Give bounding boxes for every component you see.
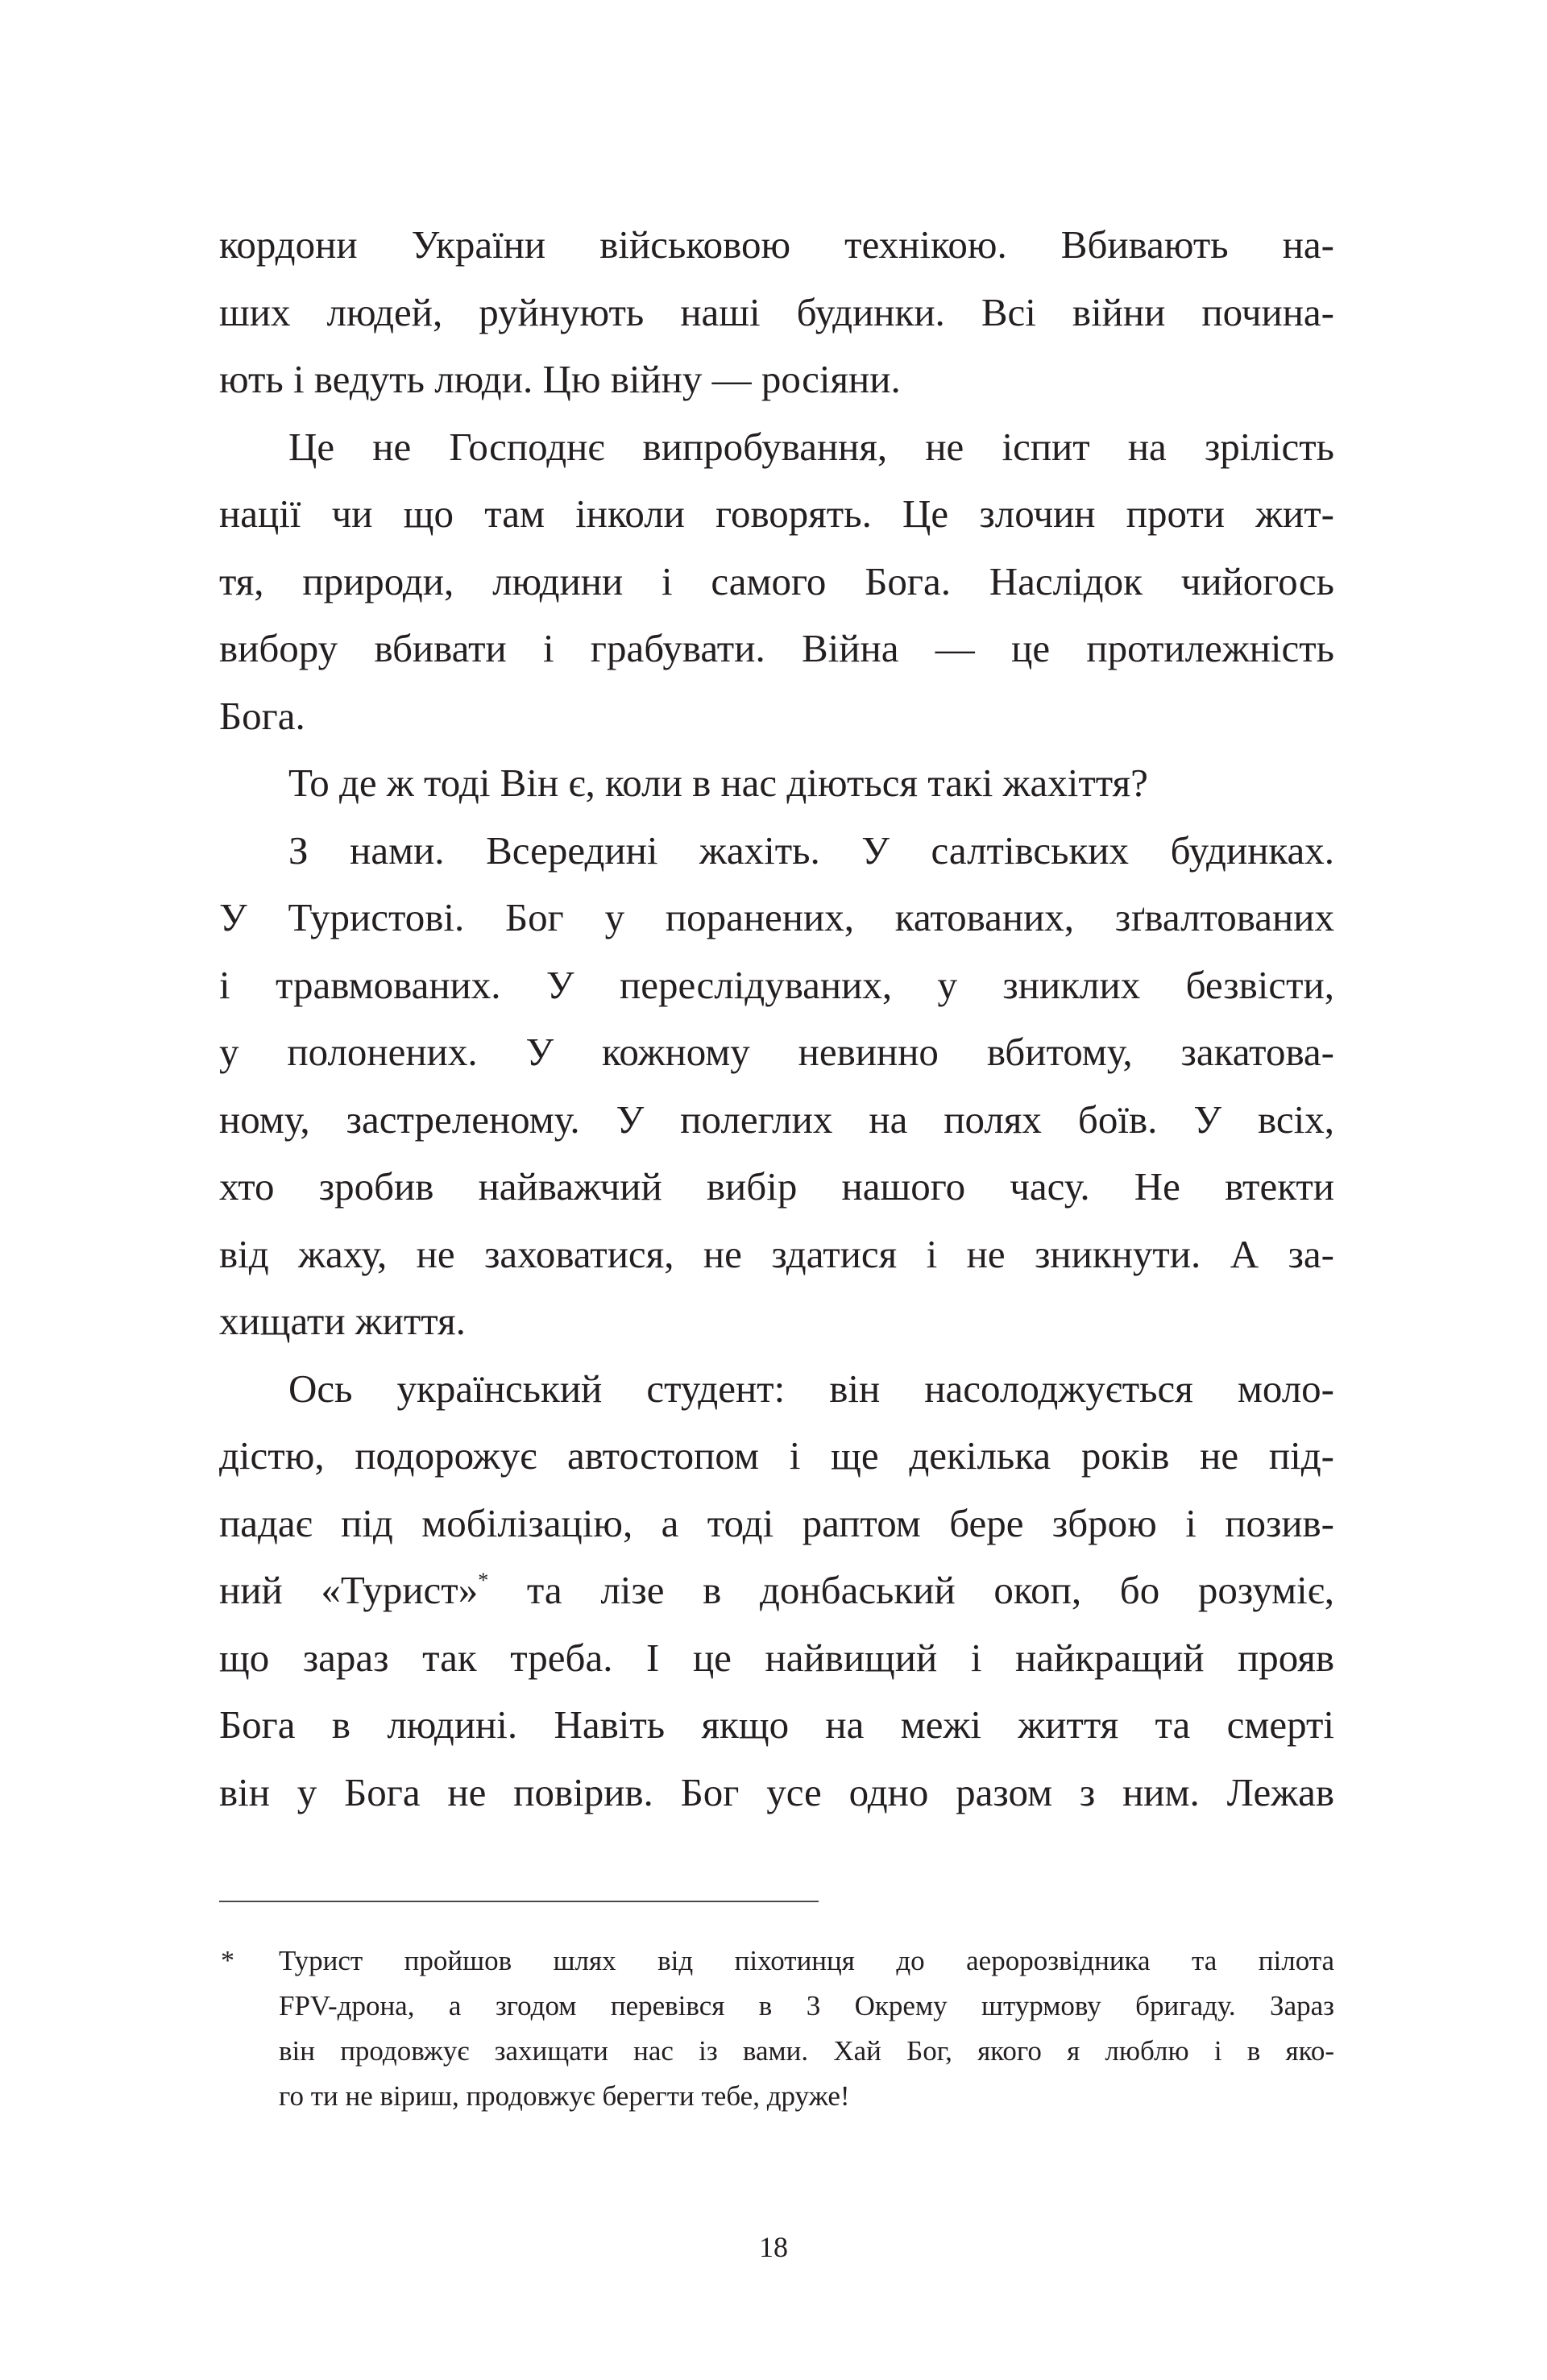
text-line: у полонених. У кожному невинно вбитому, закатова- <box>219 1030 1334 1074</box>
footnote-line: Турист пройшов шлях від піхотинця до аеророзвідника та пілота <box>279 1945 1334 1976</box>
text-line: і травмованих. У переслідуваних, у зниклих безвісти, <box>219 962 1334 1007</box>
text-line: від жаху, не заховатися, не здатися і не зникнути. А за- <box>219 1231 1334 1276</box>
text-line: ших людей, руйнують наші будинки. Всі війни почина- <box>219 289 1334 334</box>
footnote-marker: * <box>221 1946 234 1976</box>
text-line: Ось український студент: він насолоджується моло- <box>288 1366 1334 1411</box>
text-line: Бога в людині. Навіть якщо на межі життя та смерті <box>219 1702 1334 1747</box>
text-segment: ний «Турист» <box>219 1568 479 1612</box>
text-line: Це не Господнє випробування, не іспит на зрілість <box>288 424 1334 469</box>
page-number: 18 <box>759 2231 788 2263</box>
footnote <box>219 1938 1334 2119</box>
text-line: У Туристові. Бог у поранених, катованих, зґвалтованих <box>219 895 1334 939</box>
text-line: Бога. <box>219 693 305 738</box>
text-line: ють і ведуть люди. Цю війну — росіяни. <box>219 357 901 401</box>
text-line: ному, застреленому. У полеглих на полях боїв. У всіх, <box>219 1097 1334 1142</box>
text-line: вибору вбивати і грабувати. Війна — це протилежність <box>219 626 1334 670</box>
paragraph <box>219 817 1334 1355</box>
text-line: кордони України військовою технікою. Вбивають на- <box>219 222 1334 267</box>
text-line: що зараз так треба. І це найвищий і найкращий прояв <box>219 1635 1334 1680</box>
footnote-line: FPV-дрона, а згодом перевівся в 3 Окрему штурмову бригаду. Зараз <box>279 1990 1334 2021</box>
footnote-line: він продовжує захищати нас із вами. Хай Бог, якого я люблю і в яко- <box>279 2035 1334 2067</box>
footnote-separator <box>219 1901 819 1902</box>
paragraph <box>219 749 1334 817</box>
text-segment: та лізе в донбаський окоп, бо розуміє, <box>488 1568 1334 1612</box>
text-line: падає під мобілізацію, а тоді раптом бере зброю і позив- <box>219 1500 1334 1545</box>
paragraph <box>219 1355 1334 1826</box>
text-line: тя, природи, людини і самого Бога. Наслідок чийогось <box>219 558 1334 603</box>
text-line <box>219 1557 1334 1624</box>
text-line: хищати життя. <box>219 1299 466 1343</box>
body-text <box>219 211 1334 1826</box>
text-line: він у Бога не повірив. Бог усе одно разом з ним. Лежав <box>219 1769 1334 1814</box>
paragraph <box>219 413 1334 750</box>
footnote-text <box>279 1938 1334 2119</box>
text-line: нації чи що там інколи говорять. Це злочин проти жит- <box>219 491 1334 536</box>
text-line: З нами. Всередині жахіть. У салтівських будинках. <box>288 827 1334 873</box>
footnote-reference[interactable]: * <box>478 1569 489 1592</box>
paragraph <box>219 211 1334 413</box>
text-line: хто зробив найважчий вибір нашого часу. Не втекти <box>219 1164 1334 1209</box>
text-line: То де ж тоді Він є, коли в нас діються такі жахіття? <box>288 761 1148 805</box>
footnote-line: го ти не віриш, продовжує берегти тебе, друже! <box>279 2080 850 2112</box>
text-line: дістю, подорожує автостопом і ще декілька років не під- <box>219 1433 1334 1478</box>
